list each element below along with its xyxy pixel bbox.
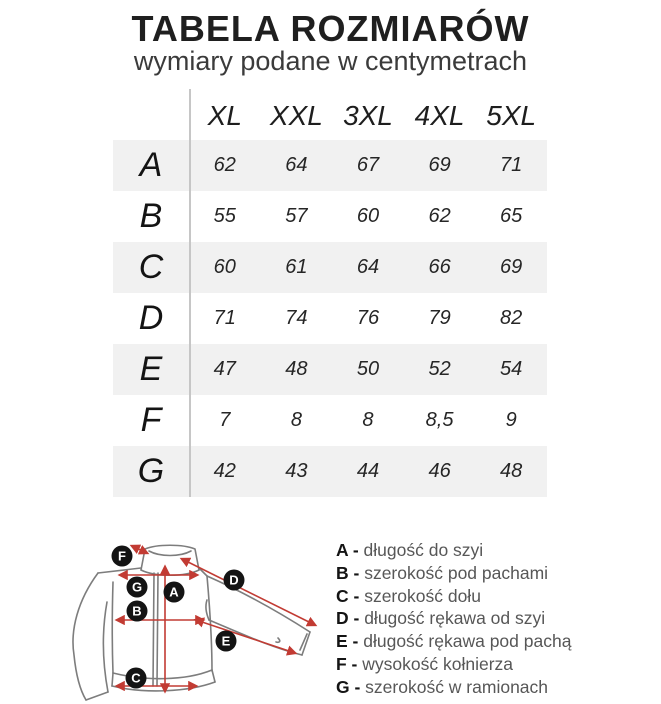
jacket-zipper-left (153, 573, 154, 686)
size-value: 74 (285, 307, 308, 329)
row-label-b: B (139, 197, 163, 235)
size-value: 46 (428, 460, 451, 482)
row-label-c: C (138, 248, 164, 286)
size-value: 69 (428, 154, 451, 176)
page-title: TABELA ROZMIARÓW (131, 8, 530, 49)
legend-item-d (336, 607, 571, 630)
size-value: 7 (219, 409, 231, 431)
size-value: 9 (505, 409, 517, 431)
size-value: 64 (285, 154, 308, 176)
column-header-3xl: 3XL (343, 100, 393, 131)
size-value: 60 (213, 256, 236, 278)
size-value: 8 (290, 409, 302, 431)
legend-letter: A - (336, 540, 364, 560)
legend-text: szerokość dołu (364, 585, 481, 606)
table-row-c (113, 242, 547, 293)
size-value: 48 (500, 460, 523, 482)
size-value: 8,5 (425, 409, 454, 431)
jacket-left-sleeve-outer (73, 573, 98, 700)
table-row-f (113, 395, 547, 446)
size-value: 71 (213, 307, 236, 329)
size-value: 47 (213, 358, 236, 380)
legend-letter: C - (336, 585, 365, 606)
table-row-a (113, 140, 547, 191)
size-value: 43 (285, 460, 308, 482)
row-label-e: E (139, 350, 163, 388)
column-header-5xl: 5XL (486, 100, 537, 131)
jacket-zipper-right (157, 573, 158, 686)
jacket-left-cuff (86, 692, 108, 700)
size-value: 44 (356, 460, 380, 482)
column-header-xxl: XXL (269, 100, 323, 131)
column-header-xl: XL (207, 100, 242, 131)
size-value: 71 (500, 154, 523, 176)
jacket-collar (141, 545, 199, 570)
size-table-body (113, 140, 547, 497)
size-value: 62 (213, 154, 236, 176)
size-value: 42 (213, 460, 236, 482)
jacket-diagram (50, 540, 350, 704)
jacket-hem-right (212, 670, 215, 682)
page-subtitle: wymiary podane w centymetrach (133, 46, 528, 76)
table-row-b (113, 191, 547, 242)
table-row-g (113, 446, 547, 497)
row-label-g: G (137, 452, 165, 490)
measure-badge-e (216, 631, 237, 652)
legend-text: wysokość kołnierza (362, 653, 513, 674)
size-table (113, 92, 547, 497)
badge-letter: E (221, 633, 231, 649)
jacket-right-sleeve-top (207, 576, 310, 632)
size-value: 76 (356, 307, 380, 329)
measure-badge-g (127, 577, 148, 598)
jacket-left-sleeve-inner (103, 602, 108, 692)
legend-text: długość rękawa od szyi (364, 608, 546, 629)
row-label-a: A (139, 146, 163, 184)
measure-badge-d (224, 570, 245, 591)
size-value: 60 (356, 205, 380, 227)
legend-text: szerokość w ramionach (365, 676, 549, 697)
legend-item-f (336, 653, 571, 676)
size-value: 64 (356, 256, 380, 278)
size-value: 62 (428, 205, 451, 227)
table-row-d (113, 293, 547, 344)
legend-letter: D - (336, 608, 365, 629)
row-label-f: F (140, 401, 162, 439)
legend-text: szerokość pod pachami (364, 562, 549, 583)
measure-line-d (182, 559, 315, 625)
size-value: 50 (356, 358, 380, 380)
legend (336, 539, 571, 699)
size-value: 54 (500, 358, 523, 380)
jacket-left-shoulder (98, 568, 141, 573)
table-divider (189, 89, 191, 497)
size-value: 52 (428, 358, 451, 380)
badge-letter: F (118, 548, 126, 564)
size-value: 8 (362, 409, 374, 431)
size-value: 48 (285, 358, 308, 380)
size-value: 65 (500, 205, 523, 227)
legend-text: długość do szyi (363, 540, 484, 560)
jacket-hem-left (112, 673, 113, 686)
legend-item-a (336, 539, 571, 562)
measurement-lines (117, 546, 315, 691)
row-label-d: D (138, 299, 164, 337)
legend-item-g (336, 676, 571, 699)
measure-badge-a (164, 582, 185, 603)
size-value: 66 (428, 256, 451, 278)
legend-letter: F - (336, 653, 363, 674)
measure-badge-b (127, 601, 148, 622)
legend-letter: G - (336, 676, 366, 697)
size-value: 79 (428, 307, 451, 329)
column-header-4xl: 4XL (414, 100, 465, 131)
jacket-collar-inner (149, 551, 191, 556)
legend-item-b (336, 562, 571, 585)
size-value: 69 (500, 256, 523, 278)
badge-letter: D (229, 572, 239, 588)
size-value: 57 (285, 205, 308, 227)
legend-letter: B - (336, 562, 365, 583)
size-value: 55 (213, 205, 236, 227)
measure-badge-f (112, 546, 133, 567)
size-value: 67 (356, 154, 380, 176)
size-table-header (113, 92, 547, 140)
badge-letter: B (132, 603, 142, 619)
measure-badge-c (126, 668, 147, 689)
jacket-outline (73, 545, 310, 700)
jacket-sleeve-detail (276, 638, 280, 642)
legend-letter: E - (336, 631, 364, 652)
table-row-e (113, 344, 547, 395)
legend-item-e (336, 630, 571, 653)
badge-letter: A (169, 584, 179, 600)
size-value: 82 (500, 307, 523, 329)
badge-letter: G (131, 579, 143, 595)
size-value: 61 (285, 256, 308, 278)
jacket-body-left (112, 582, 113, 673)
badge-letter: C (131, 670, 141, 686)
legend-text: długość rękawa pod pachą (363, 631, 572, 652)
legend-item-c (336, 585, 571, 608)
